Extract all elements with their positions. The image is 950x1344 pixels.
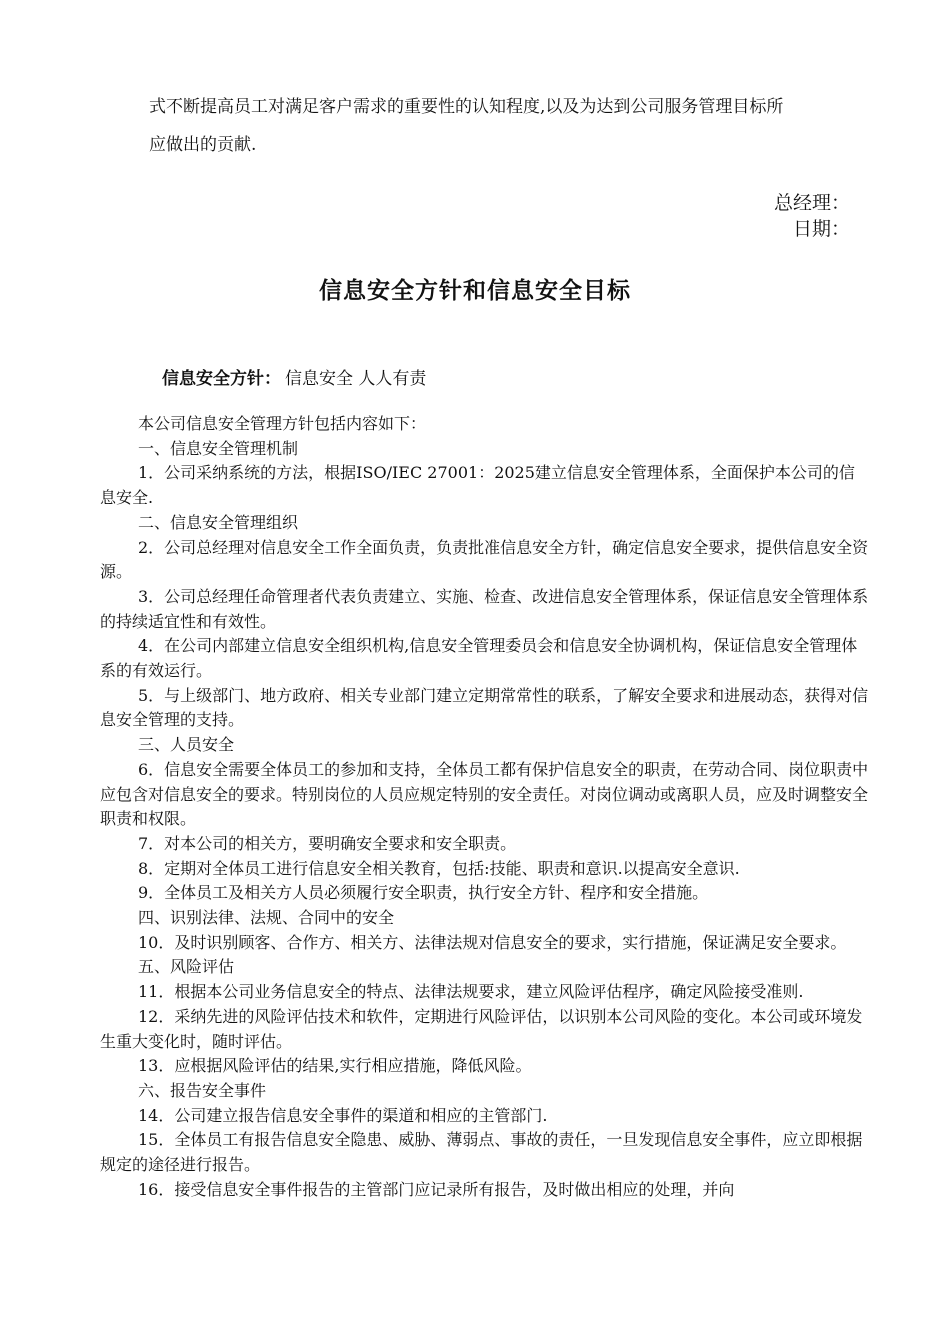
- paragraph: 9．全体员工及相关方人员必须履行安全职责，执行安全方针、程序和安全措施。: [138, 883, 709, 903]
- paragraph: 12．采纳先进的风险评估技术和软件，定期进行风险评估，以识别本公司风险的变化。本公司或环境发生重大变化时，随时评估。: [100, 1006, 863, 1051]
- paragraph: 1．公司采纳系统的方法，根据ISO/IEC 27001：2025建立信息安全管理体系，全面保护本公司的信息安全.: [100, 463, 855, 508]
- paragraph: 7．对本公司的相关方，要明确安全要求和安全职责。: [138, 833, 517, 853]
- paragraph: 8．定期对全体员工进行信息安全相关教育，包括:技能、职责和意识.以提高安全意识.: [138, 858, 740, 878]
- section-heading: 五、风险评估: [138, 957, 235, 977]
- section-heading: 六、报告安全事件: [138, 1080, 267, 1100]
- intro-paragraph: [149, 88, 889, 164]
- section-heading: 四、识别法律、法规、合同中的安全: [138, 908, 395, 928]
- paragraph: 6．信息安全需要全体员工的参加和支持，全体员工都有保护信息安全的职责，在劳动合同、岗位职责中应包含对信息安全的要求。特别岗位的人员应规定特别的安全责任。对岗位调动或离职人员，应及时调整安全职责和权限。: [100, 759, 869, 829]
- policy-label: 信息安全方针：: [162, 369, 281, 389]
- section-heading: 三、人员安全: [138, 735, 235, 755]
- policy-statement: [162, 364, 426, 389]
- intro-line-2: 应做出的贡献.: [149, 135, 257, 155]
- paragraph: 本公司信息安全管理方针包括内容如下：: [138, 414, 427, 433]
- paragraph: 13．应根据风险评估的结果,实行相应措施，降低风险。: [138, 1056, 532, 1076]
- date-label: 日期：: [792, 218, 850, 240]
- paragraph: 3．公司总经理任命管理者代表负责建立、实施、检查、改进信息安全管理体系，保证信息安全管理体系的持续适宜性和有效性。: [100, 586, 869, 631]
- paragraph: 4．在公司内部建立信息安全组织机构,信息安全管理委员会和信息安全协调机构，保证信息安全管理体系的有效运行。: [100, 636, 858, 681]
- signature-block: [774, 190, 850, 242]
- paragraph: 2．公司总经理对信息安全工作全面负责，负责批准信息安全方针，确定信息安全要求，提供信息安全资源。: [100, 537, 869, 582]
- paragraph: 16．接受信息安全事件报告的主管部门应记录所有报告，及时做出相应的处理，并向: [138, 1179, 735, 1199]
- policy-value: 信息安全 人人有责: [285, 369, 427, 389]
- section-heading: 一、信息安全管理机制: [138, 438, 299, 458]
- page-title: 信息安全方针和信息安全目标: [319, 278, 631, 304]
- paragraph: 15．全体员工有报告信息安全隐患、威胁、薄弱点、事故的责任，一旦发现信息安全事件，应立即根据规定的途径进行报告。: [100, 1130, 863, 1175]
- paragraph: 11．根据本公司业务信息安全的特点、法律法规要求，建立风险评估程序，确定风险接受准则.: [138, 982, 804, 1002]
- section-heading: 二、信息安全管理组织: [138, 512, 299, 532]
- paragraph: 5．与上级部门、地方政府、相关专业部门建立定期常常性的联系，了解安全要求和进展动态，获得对信息安全管理的支持。: [100, 685, 869, 730]
- policy-body: [100, 412, 870, 1203]
- manager-signature-label: 总经理：: [773, 192, 850, 214]
- intro-line-1: 式不断提高员工对满足客户需求的重要性的认知程度,以及为达到公司服务管理目标所: [149, 97, 784, 117]
- paragraph: 10．及时识别顾客、合作方、相关方、法律法规对信息安全的要求，实行措施，保证满足安全要求。: [138, 932, 847, 952]
- paragraph: 14．公司建立报告信息安全事件的渠道和相应的主管部门.: [138, 1105, 548, 1125]
